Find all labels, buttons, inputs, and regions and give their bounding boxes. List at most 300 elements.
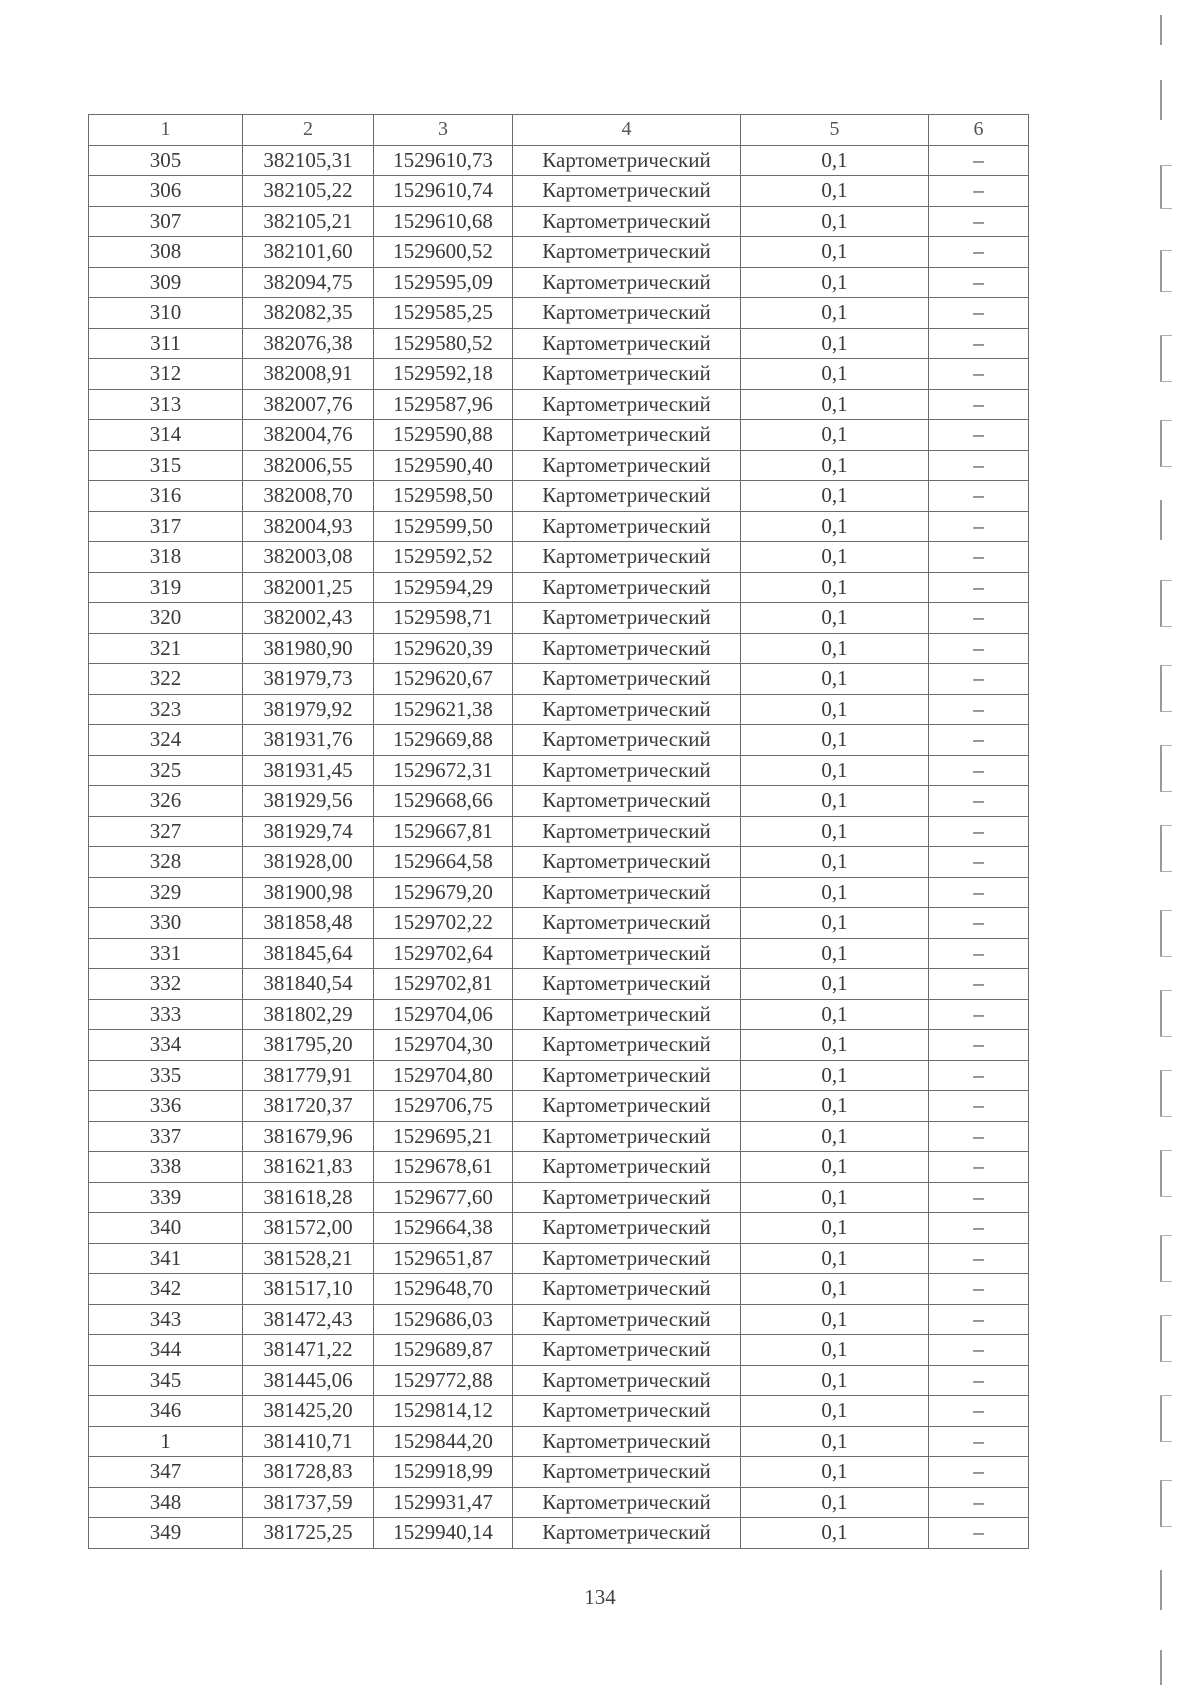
method-cell: Картометрический <box>513 359 741 390</box>
note-cell: – <box>929 1121 1029 1152</box>
accuracy-cell: 0,1 <box>741 877 929 908</box>
accuracy-cell: 0,1 <box>741 1121 929 1152</box>
method-cell: Картометрический <box>513 420 741 451</box>
accuracy-cell: 0,1 <box>741 1091 929 1122</box>
scan-edge-mark <box>1160 165 1172 209</box>
accuracy-cell: 0,1 <box>741 328 929 359</box>
table-row <box>89 450 1029 481</box>
point-number-cell: 338 <box>89 1152 243 1183</box>
point-number-cell: 321 <box>89 633 243 664</box>
point-number-cell: 336 <box>89 1091 243 1122</box>
y-coordinate-cell: 1529940,14 <box>374 1518 513 1549</box>
table-row <box>89 755 1029 786</box>
y-coordinate-cell: 1529610,74 <box>374 176 513 207</box>
point-number-cell: 337 <box>89 1121 243 1152</box>
method-cell: Картометрический <box>513 1121 741 1152</box>
method-cell: Картометрический <box>513 999 741 1030</box>
method-cell: Картометрический <box>513 1518 741 1549</box>
point-number-cell: 335 <box>89 1060 243 1091</box>
note-cell: – <box>929 237 1029 268</box>
accuracy-cell: 0,1 <box>741 450 929 481</box>
method-cell: Картометрический <box>513 1365 741 1396</box>
scan-edge-mark <box>1160 580 1172 627</box>
table-row <box>89 1213 1029 1244</box>
method-cell: Картометрический <box>513 389 741 420</box>
table-row <box>89 420 1029 451</box>
x-coordinate-cell: 381679,96 <box>243 1121 374 1152</box>
table-row <box>89 267 1029 298</box>
accuracy-cell: 0,1 <box>741 786 929 817</box>
table-row <box>89 359 1029 390</box>
x-coordinate-cell: 382094,75 <box>243 267 374 298</box>
x-coordinate-cell: 381840,54 <box>243 969 374 1000</box>
accuracy-cell: 0,1 <box>741 1060 929 1091</box>
note-cell: – <box>929 267 1029 298</box>
x-coordinate-cell: 382101,60 <box>243 237 374 268</box>
accuracy-cell: 0,1 <box>741 1152 929 1183</box>
table-row <box>89 1518 1029 1549</box>
x-coordinate-cell: 382008,91 <box>243 359 374 390</box>
note-cell: – <box>929 786 1029 817</box>
point-number-cell: 308 <box>89 237 243 268</box>
method-cell: Картометрический <box>513 450 741 481</box>
scan-edge-mark <box>1160 825 1172 872</box>
point-number-cell: 326 <box>89 786 243 817</box>
y-coordinate-cell: 1529648,70 <box>374 1274 513 1305</box>
scan-edge-mark <box>1160 1480 1172 1527</box>
table-row <box>89 938 1029 969</box>
y-coordinate-cell: 1529704,06 <box>374 999 513 1030</box>
y-coordinate-cell: 1529704,30 <box>374 1030 513 1061</box>
y-coordinate-cell: 1529814,12 <box>374 1396 513 1427</box>
point-number-cell: 344 <box>89 1335 243 1366</box>
table-row <box>89 145 1029 176</box>
accuracy-cell: 0,1 <box>741 816 929 847</box>
note-cell: – <box>929 1243 1029 1274</box>
y-coordinate-cell: 1529585,25 <box>374 298 513 329</box>
point-number-cell: 345 <box>89 1365 243 1396</box>
point-number-cell: 312 <box>89 359 243 390</box>
method-cell: Картометрический <box>513 206 741 237</box>
point-number-cell: 343 <box>89 1304 243 1335</box>
accuracy-cell: 0,1 <box>741 206 929 237</box>
table-row <box>89 877 1029 908</box>
x-coordinate-cell: 381802,29 <box>243 999 374 1030</box>
x-coordinate-cell: 381425,20 <box>243 1396 374 1427</box>
table-row <box>89 1152 1029 1183</box>
table-row <box>89 1365 1029 1396</box>
method-cell: Картометрический <box>513 664 741 695</box>
table-row <box>89 664 1029 695</box>
method-cell: Картометрический <box>513 542 741 573</box>
y-coordinate-cell: 1529664,58 <box>374 847 513 878</box>
point-number-cell: 334 <box>89 1030 243 1061</box>
accuracy-cell: 0,1 <box>741 145 929 176</box>
note-cell: – <box>929 1060 1029 1091</box>
table-row <box>89 847 1029 878</box>
note-cell: – <box>929 816 1029 847</box>
accuracy-cell: 0,1 <box>741 572 929 603</box>
method-cell: Картометрический <box>513 633 741 664</box>
y-coordinate-cell: 1529600,52 <box>374 237 513 268</box>
note-cell: – <box>929 969 1029 1000</box>
point-number-cell: 315 <box>89 450 243 481</box>
table-row <box>89 1091 1029 1122</box>
point-number-cell: 306 <box>89 176 243 207</box>
point-number-cell: 339 <box>89 1182 243 1213</box>
note-cell: – <box>929 328 1029 359</box>
scan-edge-mark <box>1160 1570 1172 1610</box>
method-cell: Картометрический <box>513 237 741 268</box>
y-coordinate-cell: 1529686,03 <box>374 1304 513 1335</box>
method-cell: Картометрический <box>513 816 741 847</box>
x-coordinate-cell: 381618,28 <box>243 1182 374 1213</box>
scan-edge-mark <box>1160 335 1172 382</box>
point-number-cell: 305 <box>89 145 243 176</box>
method-cell: Картометрический <box>513 908 741 939</box>
column-header: 5 <box>741 115 929 146</box>
method-cell: Картометрический <box>513 511 741 542</box>
accuracy-cell: 0,1 <box>741 755 929 786</box>
x-coordinate-cell: 382076,38 <box>243 328 374 359</box>
column-header: 4 <box>513 115 741 146</box>
y-coordinate-cell: 1529587,96 <box>374 389 513 420</box>
scan-edge-mark <box>1160 910 1172 957</box>
y-coordinate-cell: 1529651,87 <box>374 1243 513 1274</box>
point-number-cell: 322 <box>89 664 243 695</box>
method-cell: Картометрический <box>513 847 741 878</box>
x-coordinate-cell: 381929,74 <box>243 816 374 847</box>
note-cell: – <box>929 1091 1029 1122</box>
x-coordinate-cell: 381980,90 <box>243 633 374 664</box>
accuracy-cell: 0,1 <box>741 176 929 207</box>
y-coordinate-cell: 1529677,60 <box>374 1182 513 1213</box>
note-cell: – <box>929 664 1029 695</box>
x-coordinate-cell: 381728,83 <box>243 1457 374 1488</box>
x-coordinate-cell: 382002,43 <box>243 603 374 634</box>
method-cell: Картометрический <box>513 1243 741 1274</box>
method-cell: Картометрический <box>513 298 741 329</box>
table-row <box>89 786 1029 817</box>
point-number-cell: 342 <box>89 1274 243 1305</box>
point-number-cell: 307 <box>89 206 243 237</box>
y-coordinate-cell: 1529931,47 <box>374 1487 513 1518</box>
scan-edge-mark <box>1160 1395 1172 1442</box>
x-coordinate-cell: 382007,76 <box>243 389 374 420</box>
x-coordinate-cell: 382105,22 <box>243 176 374 207</box>
point-number-cell: 320 <box>89 603 243 634</box>
accuracy-cell: 0,1 <box>741 237 929 268</box>
y-coordinate-cell: 1529702,64 <box>374 938 513 969</box>
y-coordinate-cell: 1529918,99 <box>374 1457 513 1488</box>
y-coordinate-cell: 1529598,50 <box>374 481 513 512</box>
scan-edge-mark <box>1160 1235 1172 1282</box>
x-coordinate-cell: 381720,37 <box>243 1091 374 1122</box>
x-coordinate-cell: 382105,21 <box>243 206 374 237</box>
note-cell: – <box>929 359 1029 390</box>
y-coordinate-cell: 1529679,20 <box>374 877 513 908</box>
scan-edge-mark <box>1160 745 1172 792</box>
table-row <box>89 298 1029 329</box>
point-number-cell: 330 <box>89 908 243 939</box>
accuracy-cell: 0,1 <box>741 1487 929 1518</box>
point-number-cell: 349 <box>89 1518 243 1549</box>
table-row <box>89 1487 1029 1518</box>
y-coordinate-cell: 1529702,81 <box>374 969 513 1000</box>
table-row <box>89 725 1029 756</box>
accuracy-cell: 0,1 <box>741 1030 929 1061</box>
column-header: 6 <box>929 115 1029 146</box>
note-cell: – <box>929 1304 1029 1335</box>
note-cell: – <box>929 1152 1029 1183</box>
x-coordinate-cell: 382001,25 <box>243 572 374 603</box>
point-number-cell: 333 <box>89 999 243 1030</box>
point-number-cell: 313 <box>89 389 243 420</box>
method-cell: Картометрический <box>513 1030 741 1061</box>
x-coordinate-cell: 382003,08 <box>243 542 374 573</box>
note-cell: – <box>929 1457 1029 1488</box>
accuracy-cell: 0,1 <box>741 267 929 298</box>
scan-edge-mark <box>1160 990 1172 1037</box>
accuracy-cell: 0,1 <box>741 725 929 756</box>
table-row <box>89 603 1029 634</box>
accuracy-cell: 0,1 <box>741 1457 929 1488</box>
method-cell: Картометрический <box>513 572 741 603</box>
point-number-cell: 329 <box>89 877 243 908</box>
point-number-cell: 340 <box>89 1213 243 1244</box>
y-coordinate-cell: 1529668,66 <box>374 786 513 817</box>
method-cell: Картометрический <box>513 1304 741 1335</box>
method-cell: Картометрический <box>513 603 741 634</box>
x-coordinate-cell: 381928,00 <box>243 847 374 878</box>
note-cell: – <box>929 298 1029 329</box>
y-coordinate-cell: 1529599,50 <box>374 511 513 542</box>
note-cell: – <box>929 1487 1029 1518</box>
note-cell: – <box>929 1182 1029 1213</box>
note-cell: – <box>929 1518 1029 1549</box>
accuracy-cell: 0,1 <box>741 1335 929 1366</box>
method-cell: Картометрический <box>513 1182 741 1213</box>
method-cell: Картометрический <box>513 694 741 725</box>
x-coordinate-cell: 381979,92 <box>243 694 374 725</box>
method-cell: Картометрический <box>513 145 741 176</box>
point-number-cell: 347 <box>89 1457 243 1488</box>
note-cell: – <box>929 481 1029 512</box>
note-cell: – <box>929 1426 1029 1457</box>
table-row <box>89 328 1029 359</box>
y-coordinate-cell: 1529704,80 <box>374 1060 513 1091</box>
accuracy-cell: 0,1 <box>741 938 929 969</box>
table-row <box>89 542 1029 573</box>
note-cell: – <box>929 725 1029 756</box>
note-cell: – <box>929 1274 1029 1305</box>
accuracy-cell: 0,1 <box>741 847 929 878</box>
table-row <box>89 176 1029 207</box>
method-cell: Картометрический <box>513 1426 741 1457</box>
note-cell: – <box>929 694 1029 725</box>
accuracy-cell: 0,1 <box>741 1274 929 1305</box>
method-cell: Картометрический <box>513 969 741 1000</box>
table-row <box>89 1304 1029 1335</box>
y-coordinate-cell: 1529667,81 <box>374 816 513 847</box>
point-number-cell: 324 <box>89 725 243 756</box>
table-header <box>89 115 1029 146</box>
note-cell: – <box>929 145 1029 176</box>
table-row <box>89 1396 1029 1427</box>
table-row <box>89 969 1029 1000</box>
point-number-cell: 328 <box>89 847 243 878</box>
accuracy-cell: 0,1 <box>741 1182 929 1213</box>
x-coordinate-cell: 381737,59 <box>243 1487 374 1518</box>
x-coordinate-cell: 381779,91 <box>243 1060 374 1091</box>
y-coordinate-cell: 1529689,87 <box>374 1335 513 1366</box>
y-coordinate-cell: 1529669,88 <box>374 725 513 756</box>
x-coordinate-cell: 381725,25 <box>243 1518 374 1549</box>
point-number-cell: 341 <box>89 1243 243 1274</box>
x-coordinate-cell: 381931,45 <box>243 755 374 786</box>
x-coordinate-cell: 381900,98 <box>243 877 374 908</box>
method-cell: Картометрический <box>513 1457 741 1488</box>
note-cell: – <box>929 938 1029 969</box>
table-row <box>89 1182 1029 1213</box>
table-row <box>89 1030 1029 1061</box>
x-coordinate-cell: 382105,31 <box>243 145 374 176</box>
y-coordinate-cell: 1529695,21 <box>374 1121 513 1152</box>
accuracy-cell: 0,1 <box>741 389 929 420</box>
point-number-cell: 316 <box>89 481 243 512</box>
y-coordinate-cell: 1529592,52 <box>374 542 513 573</box>
y-coordinate-cell: 1529594,29 <box>374 572 513 603</box>
accuracy-cell: 0,1 <box>741 999 929 1030</box>
x-coordinate-cell: 382082,35 <box>243 298 374 329</box>
point-number-cell: 327 <box>89 816 243 847</box>
accuracy-cell: 0,1 <box>741 1304 929 1335</box>
accuracy-cell: 0,1 <box>741 1518 929 1549</box>
column-header: 1 <box>89 115 243 146</box>
point-number-cell: 318 <box>89 542 243 573</box>
method-cell: Картометрический <box>513 1335 741 1366</box>
coordinates-table <box>88 114 1029 1549</box>
note-cell: – <box>929 633 1029 664</box>
table-row <box>89 206 1029 237</box>
note-cell: – <box>929 847 1029 878</box>
note-cell: – <box>929 542 1029 573</box>
y-coordinate-cell: 1529672,31 <box>374 755 513 786</box>
accuracy-cell: 0,1 <box>741 511 929 542</box>
table-row <box>89 1426 1029 1457</box>
table-row <box>89 908 1029 939</box>
point-number-cell: 348 <box>89 1487 243 1518</box>
table-row <box>89 1457 1029 1488</box>
accuracy-cell: 0,1 <box>741 542 929 573</box>
note-cell: – <box>929 389 1029 420</box>
note-cell: – <box>929 755 1029 786</box>
point-number-cell: 319 <box>89 572 243 603</box>
scan-edge-mark <box>1160 420 1172 467</box>
x-coordinate-cell: 381572,00 <box>243 1213 374 1244</box>
scan-edge-mark <box>1160 500 1172 540</box>
x-coordinate-cell: 381517,10 <box>243 1274 374 1305</box>
note-cell: – <box>929 999 1029 1030</box>
accuracy-cell: 0,1 <box>741 664 929 695</box>
note-cell: – <box>929 176 1029 207</box>
table-row <box>89 237 1029 268</box>
y-coordinate-cell: 1529702,22 <box>374 908 513 939</box>
method-cell: Картометрический <box>513 267 741 298</box>
point-number-cell: 331 <box>89 938 243 969</box>
note-cell: – <box>929 206 1029 237</box>
x-coordinate-cell: 381528,21 <box>243 1243 374 1274</box>
point-number-cell: 311 <box>89 328 243 359</box>
accuracy-cell: 0,1 <box>741 1396 929 1427</box>
accuracy-cell: 0,1 <box>741 1243 929 1274</box>
y-coordinate-cell: 1529595,09 <box>374 267 513 298</box>
scan-edge-mark <box>1160 1650 1172 1685</box>
accuracy-cell: 0,1 <box>741 633 929 664</box>
method-cell: Картометрический <box>513 1060 741 1091</box>
accuracy-cell: 0,1 <box>741 1426 929 1457</box>
header-row <box>89 115 1029 146</box>
y-coordinate-cell: 1529620,67 <box>374 664 513 695</box>
x-coordinate-cell: 381858,48 <box>243 908 374 939</box>
method-cell: Картометрический <box>513 1487 741 1518</box>
point-number-cell: 310 <box>89 298 243 329</box>
x-coordinate-cell: 381795,20 <box>243 1030 374 1061</box>
accuracy-cell: 0,1 <box>741 694 929 725</box>
accuracy-cell: 0,1 <box>741 1365 929 1396</box>
method-cell: Картометрический <box>513 938 741 969</box>
y-coordinate-cell: 1529706,75 <box>374 1091 513 1122</box>
point-number-cell: 309 <box>89 267 243 298</box>
x-coordinate-cell: 381621,83 <box>243 1152 374 1183</box>
method-cell: Картометрический <box>513 725 741 756</box>
table-row <box>89 1060 1029 1091</box>
note-cell: – <box>929 420 1029 451</box>
point-number-cell: 317 <box>89 511 243 542</box>
y-coordinate-cell: 1529844,20 <box>374 1426 513 1457</box>
method-cell: Картометрический <box>513 328 741 359</box>
y-coordinate-cell: 1529620,39 <box>374 633 513 664</box>
note-cell: – <box>929 572 1029 603</box>
table-row <box>89 1243 1029 1274</box>
table-row <box>89 572 1029 603</box>
method-cell: Картометрический <box>513 1152 741 1183</box>
x-coordinate-cell: 381472,43 <box>243 1304 374 1335</box>
y-coordinate-cell: 1529664,38 <box>374 1213 513 1244</box>
x-coordinate-cell: 382006,55 <box>243 450 374 481</box>
accuracy-cell: 0,1 <box>741 1213 929 1244</box>
table-row <box>89 481 1029 512</box>
accuracy-cell: 0,1 <box>741 298 929 329</box>
table-row <box>89 633 1029 664</box>
x-coordinate-cell: 382004,93 <box>243 511 374 542</box>
y-coordinate-cell: 1529772,88 <box>374 1365 513 1396</box>
accuracy-cell: 0,1 <box>741 603 929 634</box>
note-cell: – <box>929 1396 1029 1427</box>
method-cell: Картометрический <box>513 1213 741 1244</box>
y-coordinate-cell: 1529610,73 <box>374 145 513 176</box>
table-row <box>89 389 1029 420</box>
x-coordinate-cell: 381929,56 <box>243 786 374 817</box>
note-cell: – <box>929 450 1029 481</box>
point-number-cell: 332 <box>89 969 243 1000</box>
note-cell: – <box>929 603 1029 634</box>
method-cell: Картометрический <box>513 1274 741 1305</box>
table-row <box>89 1121 1029 1152</box>
y-coordinate-cell: 1529592,18 <box>374 359 513 390</box>
method-cell: Картометрический <box>513 1091 741 1122</box>
table-row <box>89 511 1029 542</box>
